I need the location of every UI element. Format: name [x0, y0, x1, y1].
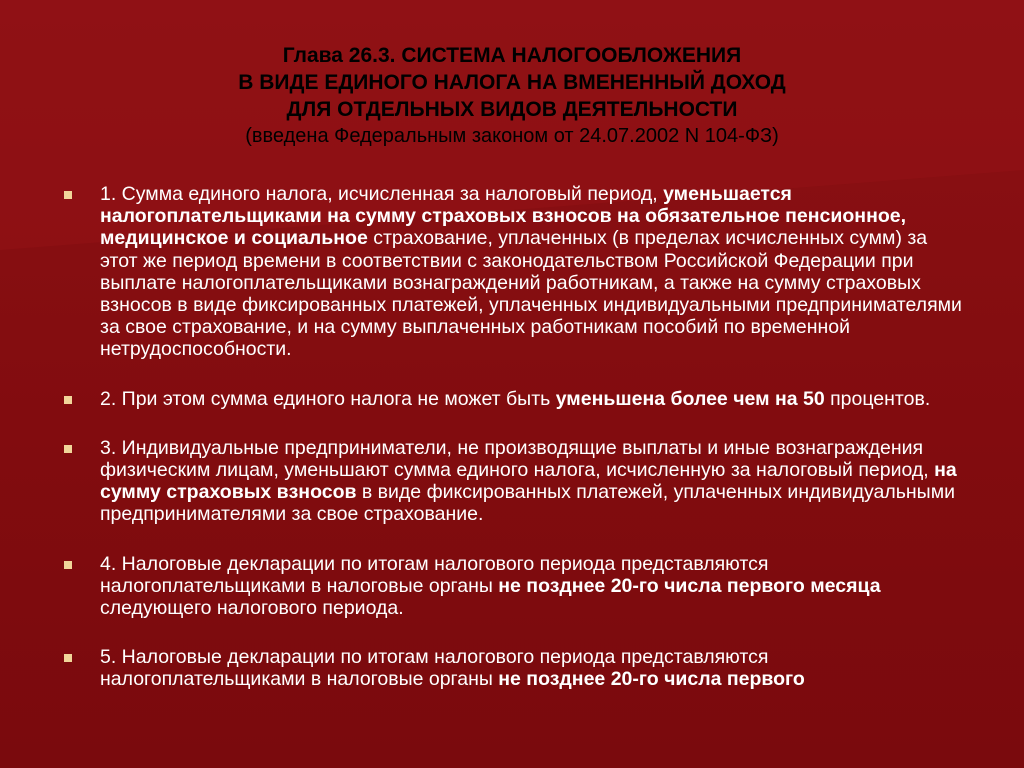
title-line-2: В ВИДЕ ЕДИНОГО НАЛОГА НА ВМЕНЕННЫЙ ДОХОД: [238, 71, 786, 94]
square-bullet-icon: [64, 396, 72, 404]
square-bullet-icon: [64, 191, 72, 199]
bullet-list: [62, 183, 962, 718]
title-line-3: ДЛЯ ОТДЕЛЬНЫХ ВИДОВ ДЕЯТЕЛЬНОСТИ: [286, 98, 738, 121]
bullet-3-text-part-3: в виде фиксированных платежей, уплаченных индивидуальными предпринимателями за свое страхование.: [100, 481, 955, 526]
bullet-2-text-part-1: 2. При этом сумма единого налога не может быть: [100, 387, 556, 410]
bullet-1-text-part-1: 1. Сумма единого налога, исчисленная за налоговый период,: [100, 183, 664, 205]
square-bullet-icon: [64, 654, 72, 662]
bullet-4-text-part-3: следующего налогового периода.: [100, 597, 404, 620]
bullet-3-text-part-1: 3. Индивидуальные предприниматели, не производящие выплаты и иные вознаграждения физическим лицам, уменьшают сумма единого налога, исчисленную за налоговый период,: [100, 436, 935, 482]
slide-title: [60, 42, 964, 150]
title-line-1: Глава 26.3. СИСТЕМА НАЛОГООБЛОЖЕНИЯ: [282, 44, 742, 67]
bullet-item-2: [62, 388, 962, 410]
slide-subtitle: (введена Федеральным законом от 24.07.2002 N 104-ФЗ): [245, 125, 779, 147]
bullet-2-text-part-3: процентов.: [824, 387, 931, 410]
square-bullet-icon: [64, 561, 72, 569]
bullet-4-text-part-1: 4. Налоговые декларации по итогам налогового периода представляются налогоплательщиками в налоговые органы: [100, 552, 769, 597]
bullet-item-4: [62, 553, 962, 620]
bullet-2-text-part-2: уменьшена более чем на 50: [555, 387, 825, 410]
bullet-1-text-part-3: страхование, уплаченных (в пределах исчисленных сумм) за этот же период времени в соответствии с законодательством Российской Федерации при выплате налогоплательщиками вознаграждений работникам, а также на сумму страховых взносов в виде фиксированных платежей, уплаченных индивидуальными предпринимателями за свое страхование, и на сумму выплаченных работникам пособий по временной нетрудоспособности.: [100, 227, 962, 361]
bullet-item-5: [62, 646, 962, 690]
square-bullet-icon: [64, 445, 72, 453]
bullet-item-1: [62, 183, 962, 361]
bullet-item-3: [62, 437, 962, 526]
bullet-1-text-part-2: уменьшается налогоплательщиками на сумму страховых взносов на обязательное пенсионное, медицинское и социальное: [100, 183, 907, 250]
bullet-5-text-part-1: 5. Налоговые декларации по итогам налогового периода представляются налогоплательщиками в налоговые органы: [100, 646, 769, 691]
bullet-4-text-part-2: не позднее 20-го числа первого месяца: [498, 574, 881, 597]
bullet-3-text-part-2: на сумму страховых взносов: [100, 459, 957, 504]
bullet-5-text-part-2: не позднее 20-го числа первого: [498, 668, 805, 691]
